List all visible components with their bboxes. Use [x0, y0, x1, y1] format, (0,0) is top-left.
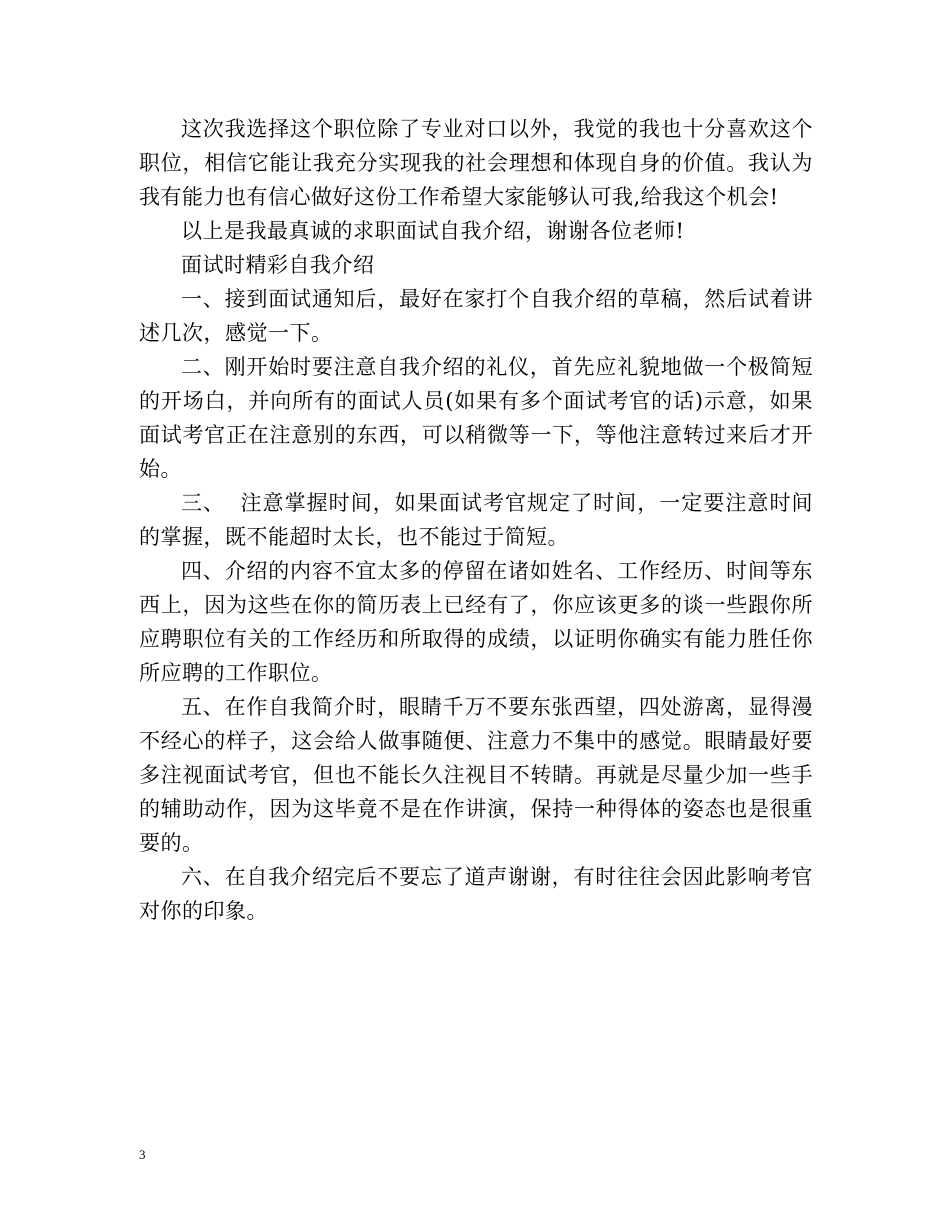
paragraph-tip-2: 二、刚开始时要注意自我介绍的礼仪，首先应礼貌地做一个极简短的开场白，并向所有的面试人员(如果有多个面试考官的话)示意，如果面试考官正在注意别的东西，可以稍微等一下，等他注意转过来后才开始。 [139, 355, 813, 481]
paragraph-tip-3: 三、 注意掌握时间，如果面试考官规定了时间，一定要注意时间的掌握，既不能超时太长，也不能过于简短。 [139, 491, 813, 549]
paragraph-tip-1: 一、接到面试通知后，最好在家打个自我介绍的草稿，然后试着讲述几次，感觉一下。 [139, 287, 813, 345]
document-body [139, 112, 813, 928]
paragraph-tip-5: 五、在作自我简介时，眼睛千万不要东张西望，四处游离，显得漫不经心的样子，这会给人做事随便、注意力不集中的感觉。眼睛最好要多注视面试考官，但也不能长久注视目不转睛。再就是尽量少加一些手的辅助动作，因为这毕竟不是在作讲演，保持一种得体的姿态也是很重要的。 [139, 695, 813, 855]
section-heading: 面试时精彩自我介绍 [181, 253, 375, 277]
paragraph-thanks: 以上是我最真诚的求职面试自我介绍，谢谢各位老师! [181, 219, 685, 243]
paragraph-closing-statement: 这次我选择这个职位除了专业对口以外，我觉的我也十分喜欢这个职位，相信它能让我充分实现我的社会理想和体现自身的价值。我认为我有能力也有信心做好这份工作希望大家能够认可我,给我这个机会! [139, 117, 813, 209]
page-number: 3 [139, 1147, 146, 1162]
paragraph-tip-4: 四、介绍的内容不宜太多的停留在诸如姓名、工作经历、时间等东西上，因为这些在你的简历表上已经有了，你应该更多的谈一些跟你所应聘职位有关的工作经历和所取得的成绩，以证明你确实有能力胜任你所应聘的工作职位。 [139, 559, 813, 685]
paragraph-tip-6: 六、在自我介绍完后不要忘了道声谢谢，有时往往会因此影响考官对你的印象。 [139, 865, 813, 923]
